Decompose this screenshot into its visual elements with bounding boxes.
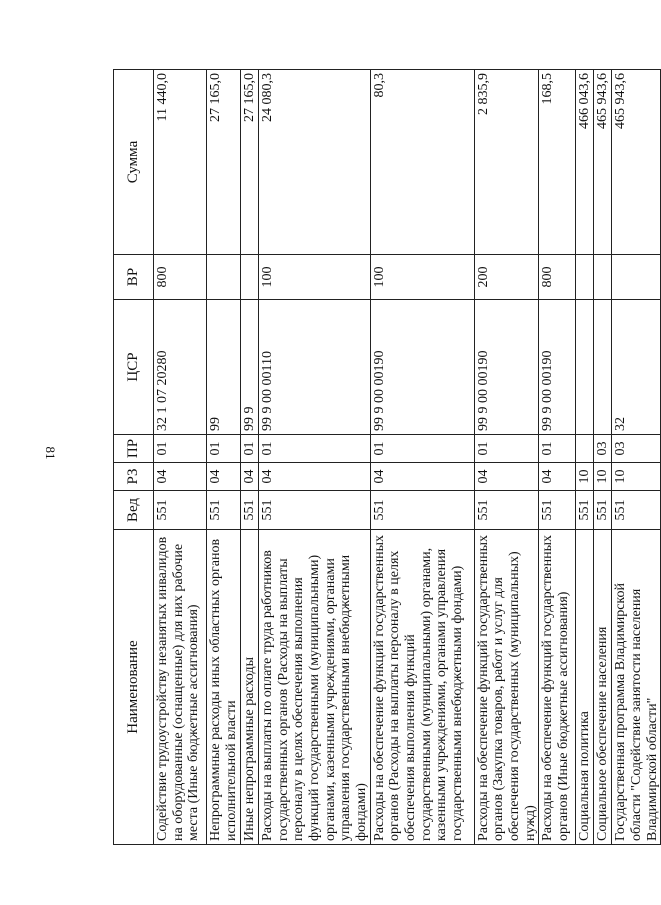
cell-sum: 465 943,6: [612, 70, 661, 255]
header-name: Наименование: [114, 530, 154, 845]
cell-vr: [612, 255, 661, 300]
cell-csr: 99: [207, 300, 241, 435]
cell-ved: 551: [474, 491, 539, 530]
cell-name: Содействие трудоустройству незанятых инвалидов на оборудованные (оснащенные) для них рабочие места (Иные бюджетные ассигнования): [154, 530, 207, 845]
table-row: [370, 70, 474, 845]
cell-name: Государственная программа Владимирской области "Содействие занятости населения Владимирской области": [612, 530, 661, 845]
cell-csr: 99 9 00 00190: [474, 300, 539, 435]
cell-csr: 32: [612, 300, 661, 435]
table-row: [576, 70, 594, 845]
cell-sum: 168,5: [539, 70, 576, 255]
cell-csr: [576, 300, 594, 435]
cell-sum: 465 943,6: [594, 70, 612, 255]
cell-rz: 04: [154, 463, 207, 491]
cell-ved: 551: [576, 491, 594, 530]
cell-ved: 551: [612, 491, 661, 530]
page-number: 81: [43, 446, 58, 460]
cell-ved: 551: [207, 491, 241, 530]
cell-rz: 10: [612, 463, 661, 491]
header-ved: Вед: [114, 491, 154, 530]
table-row: [539, 70, 576, 845]
cell-name: Социальная политика: [576, 530, 594, 845]
cell-pr: 01: [370, 435, 474, 463]
table-row: [154, 70, 207, 845]
cell-vr: 800: [539, 255, 576, 300]
cell-pr: 01: [474, 435, 539, 463]
cell-pr: 01: [259, 435, 371, 463]
cell-rz: 04: [370, 463, 474, 491]
table-row: [474, 70, 539, 845]
cell-vr: 100: [370, 255, 474, 300]
cell-name: Социальное обеспечение населения: [594, 530, 612, 845]
cell-vr: [241, 255, 259, 300]
cell-rz: 04: [207, 463, 241, 491]
cell-rz: 04: [539, 463, 576, 491]
header-csr: ЦСР: [114, 300, 154, 435]
cell-vr: 100: [259, 255, 371, 300]
cell-sum: 27 165,0: [207, 70, 241, 255]
cell-vr: [576, 255, 594, 300]
header-vr: ВР: [114, 255, 154, 300]
cell-name: Расходы на обеспечение функций государственных органов (Иные бюджетные ассигнования): [539, 530, 576, 845]
cell-name: Непрограммные расходы иных областных органов исполнительной власти: [207, 530, 241, 845]
cell-rz: 04: [241, 463, 259, 491]
cell-rz: 10: [576, 463, 594, 491]
cell-name: Иные непрограммные расходы: [241, 530, 259, 845]
cell-sum: 24 080,3: [259, 70, 371, 255]
cell-name: Расходы на обеспечение функций государственных органов (Закупка товаров, работ и услуг для обеспечения государственных (муниципальных) нужд): [474, 530, 539, 845]
cell-vr: [207, 255, 241, 300]
cell-vr: 800: [154, 255, 207, 300]
header-rz: РЗ: [114, 463, 154, 491]
cell-sum: 11 440,0: [154, 70, 207, 255]
cell-pr: [576, 435, 594, 463]
table-container: [113, 70, 660, 845]
table-row: [241, 70, 259, 845]
cell-ved: 551: [241, 491, 259, 530]
cell-pr: 01: [207, 435, 241, 463]
cell-ved: 551: [154, 491, 207, 530]
cell-pr: 01: [154, 435, 207, 463]
cell-csr: 99 9 00 00190: [370, 300, 474, 435]
table-row: [594, 70, 612, 845]
header-sum: Сумма: [114, 70, 154, 255]
cell-csr: 99 9 00 00110: [259, 300, 371, 435]
cell-csr: 32 1 07 20280: [154, 300, 207, 435]
cell-ved: 551: [539, 491, 576, 530]
cell-ved: 551: [594, 491, 612, 530]
cell-pr: 03: [612, 435, 661, 463]
cell-pr: 03: [594, 435, 612, 463]
cell-name: Расходы на обеспечение функций государственных органов (Расходы на выплаты персоналу в целях обеспечения выполнения функций государственными (муниципальными) органами, казенными учреждениями, органами управления государственными внебюджетными фондами): [370, 530, 474, 845]
header-pr: ПР: [114, 435, 154, 463]
cell-vr: [594, 255, 612, 300]
budget-table: [113, 69, 661, 845]
cell-csr: 99 9 00 00190: [539, 300, 576, 435]
cell-sum: 80,3: [370, 70, 474, 255]
cell-sum: 2 835,9: [474, 70, 539, 255]
cell-sum: 466 043,6: [576, 70, 594, 255]
table-row: [259, 70, 371, 845]
cell-ved: 551: [370, 491, 474, 530]
cell-name: Расходы на выплаты по оплате труда работников государственных органов (Расходы на выплаты персоналу в целях обеспечения выполнения функций государственными (муниципальными) органами, казенными учреждениями, органами управления государственными внебюджетными фондами): [259, 530, 371, 845]
table-header-row: [114, 70, 154, 845]
cell-vr: 200: [474, 255, 539, 300]
cell-pr: 01: [539, 435, 576, 463]
cell-csr: [594, 300, 612, 435]
cell-csr: 99 9: [241, 300, 259, 435]
cell-rz: 04: [474, 463, 539, 491]
table-row: [612, 70, 661, 845]
table-row: [207, 70, 241, 845]
cell-ved: 551: [259, 491, 371, 530]
cell-pr: 01: [241, 435, 259, 463]
cell-sum: 27 165,0: [241, 70, 259, 255]
cell-rz: 04: [259, 463, 371, 491]
cell-rz: 10: [594, 463, 612, 491]
